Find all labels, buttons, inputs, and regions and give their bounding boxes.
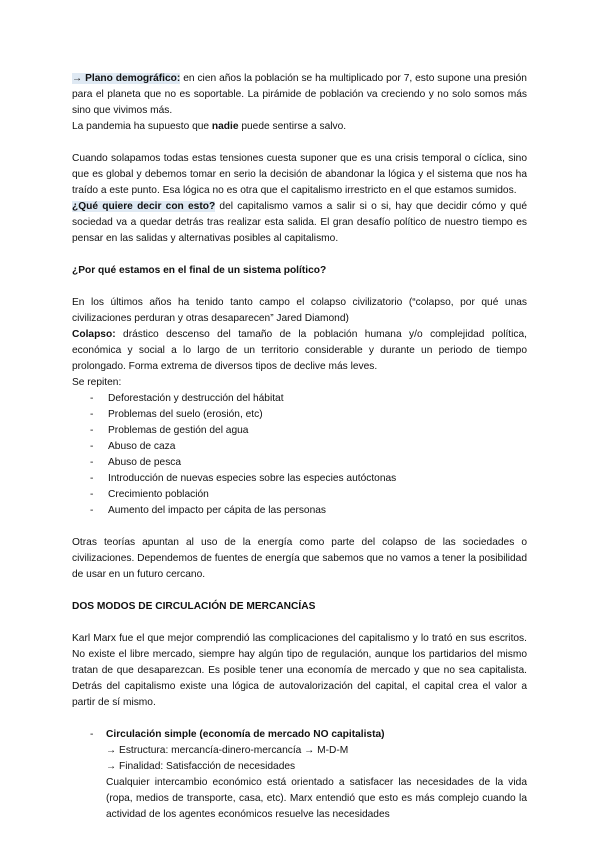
energy-paragraph: Otras teorías apuntan al uso de la energía como parte del colapso de las sociedades o civilizaciones. Dependemos de fuentes de energía que sabemos que no vamos a tener la posibilidad de usar en un futuro cercano. [72,537,527,580]
document-body [72,71,527,823]
repeat-label: Se repiten: [72,377,122,388]
marx-paragraph: Karl Marx fue el que mejor comprendió las complicaciones del capitalismo y lo trató en sus escritos. No existe el libre mercado, siempre hay algún tipo de regulación, aunque los partidarios del mismo tratan de que desaparezcan. Es posible tener una economía de mercado y que no sea capitalista. Detrás del capitalismo existe una lógica de autovalorización del capital, el capital crea el valor a partir de sí mismo. [72,633,527,708]
list-item: - Problemas de gestión del agua [72,423,527,439]
question-text: del capitalismo vamos a salir si o si, hay que decidir cómo y qué sociedad va a quedar detrás tras realizar esta salida. El gran desafío político de nuestro tiempo es pensar en las salidas y alternativas posibles al capitalismo. [72,201,528,244]
list-item: - Problemas del suelo (erosión, etc) [72,407,527,423]
list-item: - Aumento del impacto per cápita de las personas [72,503,527,519]
pandemic-emphasis: nadie [211,121,239,132]
circulation-simple-item [72,727,527,823]
arrow-glyph: → [72,73,83,84]
list-item: - Deforestación y destrucción del hábitat [72,391,527,407]
structure-line: → Estructura: mercancía-dinero-mercancía → M-D-M [106,745,349,756]
list-item: - Abuso de pesca [72,455,527,471]
collapse-factors-list [72,391,527,519]
purpose-line: → Finalidad: Satisfacción de necesidades [106,761,296,772]
question-paragraph [72,199,527,247]
collapse-definition: Colapso: drástico descenso del tamaño de la población humana y/o complejidad política, económica y social a lo largo de un territorio considerable y durante un periodo de tiempo prolongado. Forma extrema de diversos tipos de declive más leves. [72,329,527,372]
question-label: ¿Qué quiere decir con esto? [72,201,216,212]
list-item: - Introducción de nuevas especies sobre las especies autóctonas [72,471,527,487]
tension-paragraph: Cuando solapamos todas estas tensiones cuesta suponer que es una crisis temporal o cíclica, sino que es global y debemos tomar en serio la decisión de abandonar la lógica y el sistema que nos ha traído a este punto. Esa lógica no es otra que el capitalismo irrestricto en el que estamos sumidos. [72,153,527,196]
demographic-label: Plano demográfico: [85,73,181,84]
section-heading-circulation: DOS MODOS DE CIRCULACIÓN DE MERCANCÍAS [72,601,316,612]
dash-bullet: - [90,729,94,740]
list-item: - Abuso de caza [72,439,527,455]
demographic-text: en cien años la población se ha multiplicado por 7, esto supone una presión para el planeta que no es soportable. La pirámide de población va creciendo y no solo somos más sino que vivimos más. [72,73,527,116]
section-heading-political: ¿Por qué estamos en el final de un sistema político? [72,265,327,276]
circulation-simple-title: Circulación simple (economía de mercado NO capitalista) [106,729,385,740]
list-item: - Crecimiento población [72,487,527,503]
circulation-simple-text: Cualquier intercambio económico está orientado a satisfacer las necesidades de la vida (ropa, medios de transporte, casa, etc). Marx entendió que esto es más complejo cuando la actividad de los agentes económicos resuelve las necesidades [106,777,527,820]
collapse-label: Colapso: [72,329,116,340]
pandemic-line: La pandemia ha supuesto que nadie puede sentirse a salvo. [72,121,347,132]
demographic-paragraph [72,71,527,119]
collapse-intro-paragraph: En los últimos años ha tenido tanto campo el colapso civilizatorio (“colapso, por qué unas civilizaciones perduran y otras desaparecen” Jared Diamond) [72,297,527,324]
demographic-label-highlight [72,73,180,84]
